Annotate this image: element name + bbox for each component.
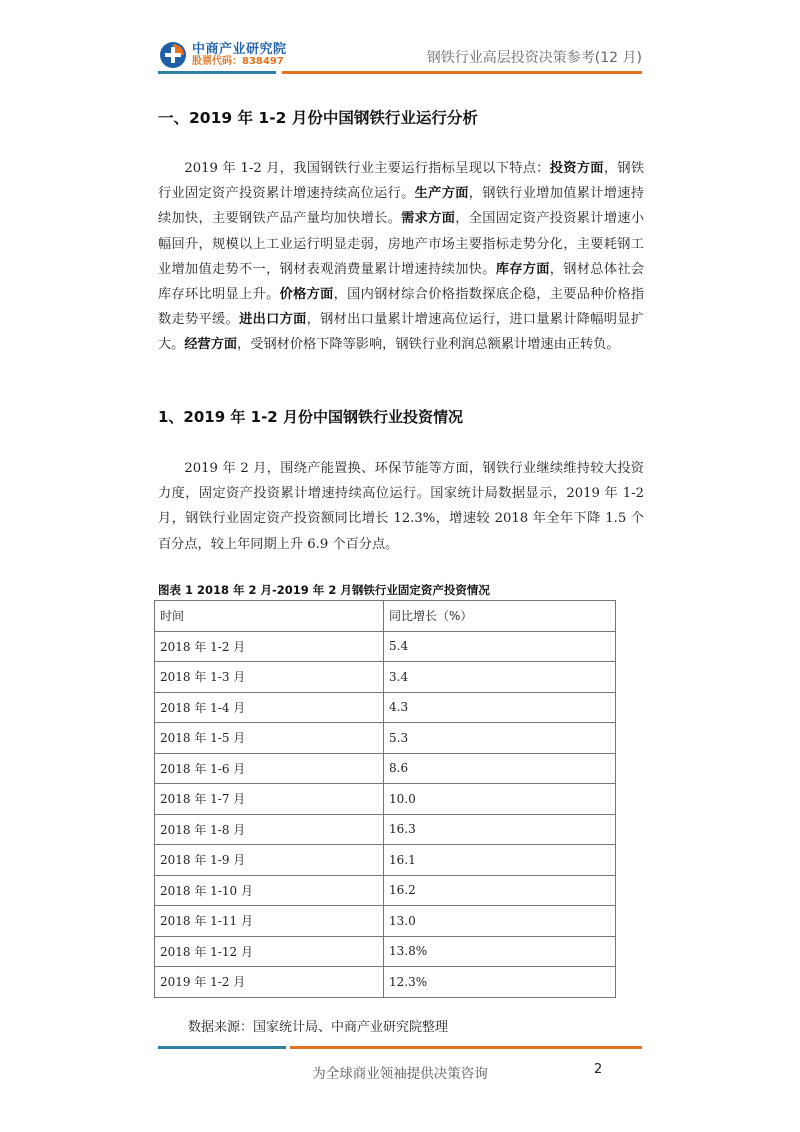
page-number: 2 (594, 1062, 603, 1077)
growth-cell: 5.4 (384, 631, 616, 662)
table-row (155, 662, 616, 693)
paragraph-text: ，钢铁行业增加值累计增速持续加快，主要钢铁产品产量均加快增长。 (158, 186, 645, 227)
footer-rule-blue (158, 1046, 286, 1049)
time-cell: 2018 年 1-8 月 (155, 814, 384, 845)
time-cell: 2019 年 1-2 月 (155, 967, 384, 998)
table-row (155, 723, 616, 754)
paragraph-text: ，钢材出口量累计增速高位运行，进口量累计降幅明显扩大。 (158, 312, 645, 353)
table-row (155, 845, 616, 876)
table-row (155, 631, 616, 662)
subsection-heading: 1、2019 年 1-2 月份中国钢铁行业投资情况 (158, 408, 463, 426)
investment-paragraph: 2019 年 2 月，围绕产能置换、环保节能等方面，钢铁行业继续维持较大投资力度，固定资产投资累计增速持续高位运行。国家统计局数据显示，2019 年 1-2 月，钢铁行业固定资产投资额同比增长 12.3%，增速较 2018 年全年下降 1.5 个百分点，较上年同期上升 6.9 个百分点。 (158, 461, 644, 552)
time-cell: 2018 年 1-9 月 (155, 845, 384, 876)
table-row (155, 692, 616, 723)
footer-rule-orange (290, 1046, 642, 1049)
header-rule-blue (158, 71, 276, 74)
highlight-term: 价格方面 (279, 287, 334, 303)
table-caption: 图表 1 2018 年 2 月-2019 年 2 月钢铁行业固定资产投资情况 (158, 583, 490, 597)
time-cell: 2018 年 1-7 月 (155, 784, 384, 815)
growth-cell: 12.3% (384, 967, 616, 998)
growth-cell: 8.6 (384, 753, 616, 784)
time-cell: 2018 年 1-6 月 (155, 753, 384, 784)
highlight-term: 需求方面 (401, 211, 456, 227)
time-cell: 2018 年 1-4 月 (155, 692, 384, 723)
analysis-paragraph (158, 156, 644, 358)
footer-slogan: 为全球商业领袖提供决策咨询 (312, 1066, 488, 1082)
growth-cell: 13.0 (384, 906, 616, 937)
time-cell: 2018 年 1-3 月 (155, 662, 384, 693)
highlight-term: 库存方面 (495, 261, 550, 277)
table-row (155, 967, 616, 998)
table-row (155, 753, 616, 784)
growth-cell: 13.8% (384, 936, 616, 967)
highlight-term: 经营方面 (184, 337, 238, 353)
growth-cell: 5.3 (384, 723, 616, 754)
paragraph-text: ，钢铁行业固定资产投资累计增速持续高位运行。 (158, 161, 645, 202)
time-cell: 2018 年 1-2 月 (155, 631, 384, 662)
table-row (155, 814, 616, 845)
growth-cell: 3.4 (384, 662, 616, 693)
stock-code: 股票代码：838497 (192, 55, 284, 67)
table-header-row (155, 601, 616, 632)
table-row (155, 784, 616, 815)
time-cell: 2018 年 1-11 月 (155, 906, 384, 937)
header-rule-orange (282, 71, 642, 74)
paragraph-text: 2019 年 1-2 月，我国钢铁行业主要运行指标呈现以下特点： (184, 161, 550, 176)
table-row (155, 906, 616, 937)
time-cell: 2018 年 1-5 月 (155, 723, 384, 754)
logo-mark-icon (158, 40, 188, 70)
highlight-term: 进出口方面 (239, 312, 307, 328)
paragraph-text: ，全国固定资产投资累计增速小幅回升，规模以上工业运行明显走弱，房地产市场主要指标走势分化，主要耗钢工业增加值走势不一，钢材表观消费量累计增速持续加快。 (158, 211, 645, 277)
document-title: 钢铁行业高层投资决策参考(12 月) (426, 50, 642, 66)
paragraph-text: ，国内钢材综合价格指数探底企稳，主要品种价格指数走势平缓。 (158, 287, 645, 328)
growth-cell: 4.3 (384, 692, 616, 723)
highlight-term: 投资方面 (549, 161, 604, 176)
paragraph-text: ，受钢材价格下降等影响，钢铁行业利润总额累计增速由正转负。 (237, 337, 620, 353)
growth-cell: 16.1 (384, 845, 616, 876)
investment-table (154, 600, 616, 998)
time-cell: 2018 年 1-12 月 (155, 936, 384, 967)
data-source-note: 数据来源：国家统计局、中商产业研究院整理 (188, 1020, 449, 1035)
growth-cell: 16.3 (384, 814, 616, 845)
column-header-time: 时间 (155, 601, 384, 632)
paragraph-text: ，钢材总体社会库存环比明显上升。 (158, 261, 645, 303)
highlight-term: 生产方面 (414, 186, 469, 202)
table-row (155, 936, 616, 967)
growth-cell: 10.0 (384, 784, 616, 815)
growth-cell: 16.2 (384, 875, 616, 906)
time-cell: 2018 年 1-10 月 (155, 875, 384, 906)
logo-name: 中商产业研究院 (192, 41, 287, 57)
table-row (155, 875, 616, 906)
company-logo (158, 40, 287, 70)
column-header-growth: 同比增长（%） (384, 601, 616, 632)
section-heading: 一、2019 年 1-2 月份中国钢铁行业运行分析 (158, 109, 478, 127)
